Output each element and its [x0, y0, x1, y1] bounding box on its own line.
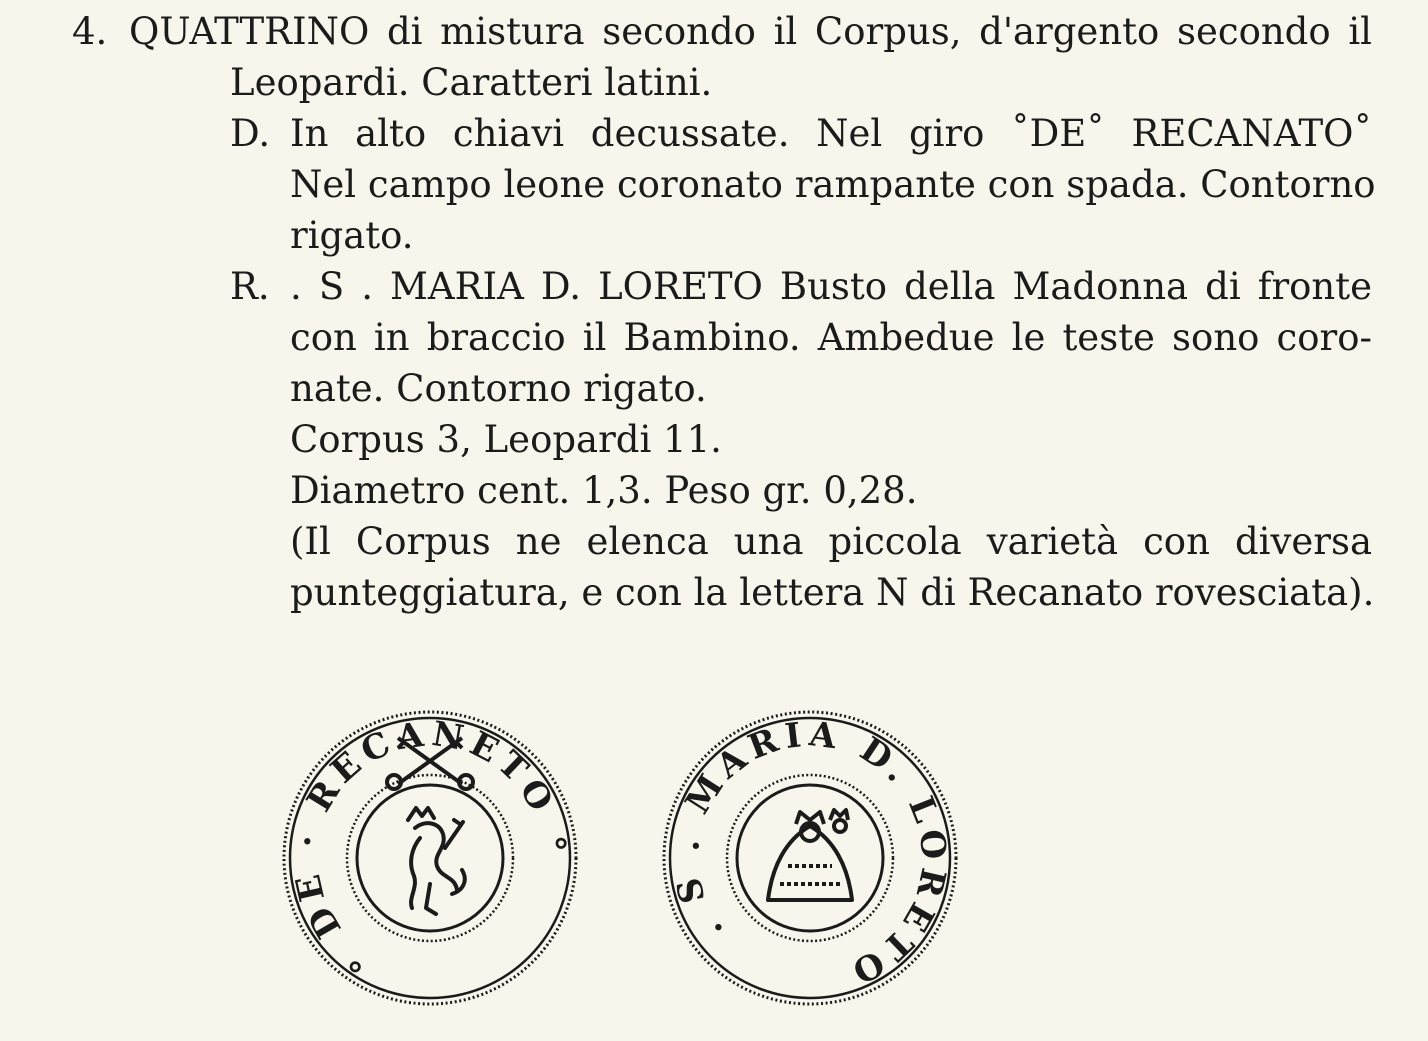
note-line-2: punteggiatura, e con la lettera N di Recanato rovesciata). [290, 571, 1375, 614]
reverse-line-3: nate. Contorno rigato. [290, 367, 707, 410]
entry-heading-line-2: Leopardi. Caratteri latini. [230, 61, 713, 104]
reverse-line-2: con in braccio il Bambino. Ambedue le teste sono coro- [290, 316, 1372, 359]
obverse-line-2: Nel campo leone coronato rampante con spada. Contorno [290, 163, 1376, 206]
coin-illustrations [280, 708, 980, 1018]
entry-heading-text: QUATTRINO di mistura secondo il Corpus, d'argento secondo il [129, 10, 1372, 53]
rampant-lion-icon [408, 808, 465, 914]
inner-beaded-ring [347, 775, 513, 941]
obverse-line-3: rigato. [290, 214, 414, 257]
reverse-text-1: . S . MARIA D. LORETO Busto della Madonna di fronte [290, 265, 1372, 308]
inner-beaded-ring [727, 775, 893, 941]
entry-number: 4. [72, 10, 108, 53]
entry-heading-line [72, 6, 1372, 57]
reverse-line-1 [72, 261, 1372, 312]
obverse-line-1 [72, 108, 1372, 159]
coin-reverse-drawing [660, 708, 960, 1008]
obverse-marker: D. [230, 112, 271, 155]
reverse-marker: R. [230, 265, 270, 308]
reverse-legend: . S . MARIA D. LORETO [666, 714, 955, 994]
obverse-text-1: In alto chiavi decussate. Nel giro ˚DE˚ RECANATO˚ [290, 112, 1372, 155]
inner-ring [737, 785, 883, 931]
beaded-border [284, 712, 576, 1004]
measurements-line: Diametro cent. 1,3. Peso gr. 0,28. [290, 469, 918, 512]
references-line: Corpus 3, Leopardi 11. [290, 418, 722, 461]
madonna-bust-icon [768, 810, 852, 900]
beaded-border [664, 712, 956, 1004]
catalog-entry [72, 6, 1376, 618]
obverse-legend: ° DE · RECANETO ° [286, 713, 574, 981]
note-line-1: (Il Corpus ne elenca una piccola varietà con diversa [290, 520, 1372, 563]
coin-obverse-drawing [280, 708, 580, 1008]
